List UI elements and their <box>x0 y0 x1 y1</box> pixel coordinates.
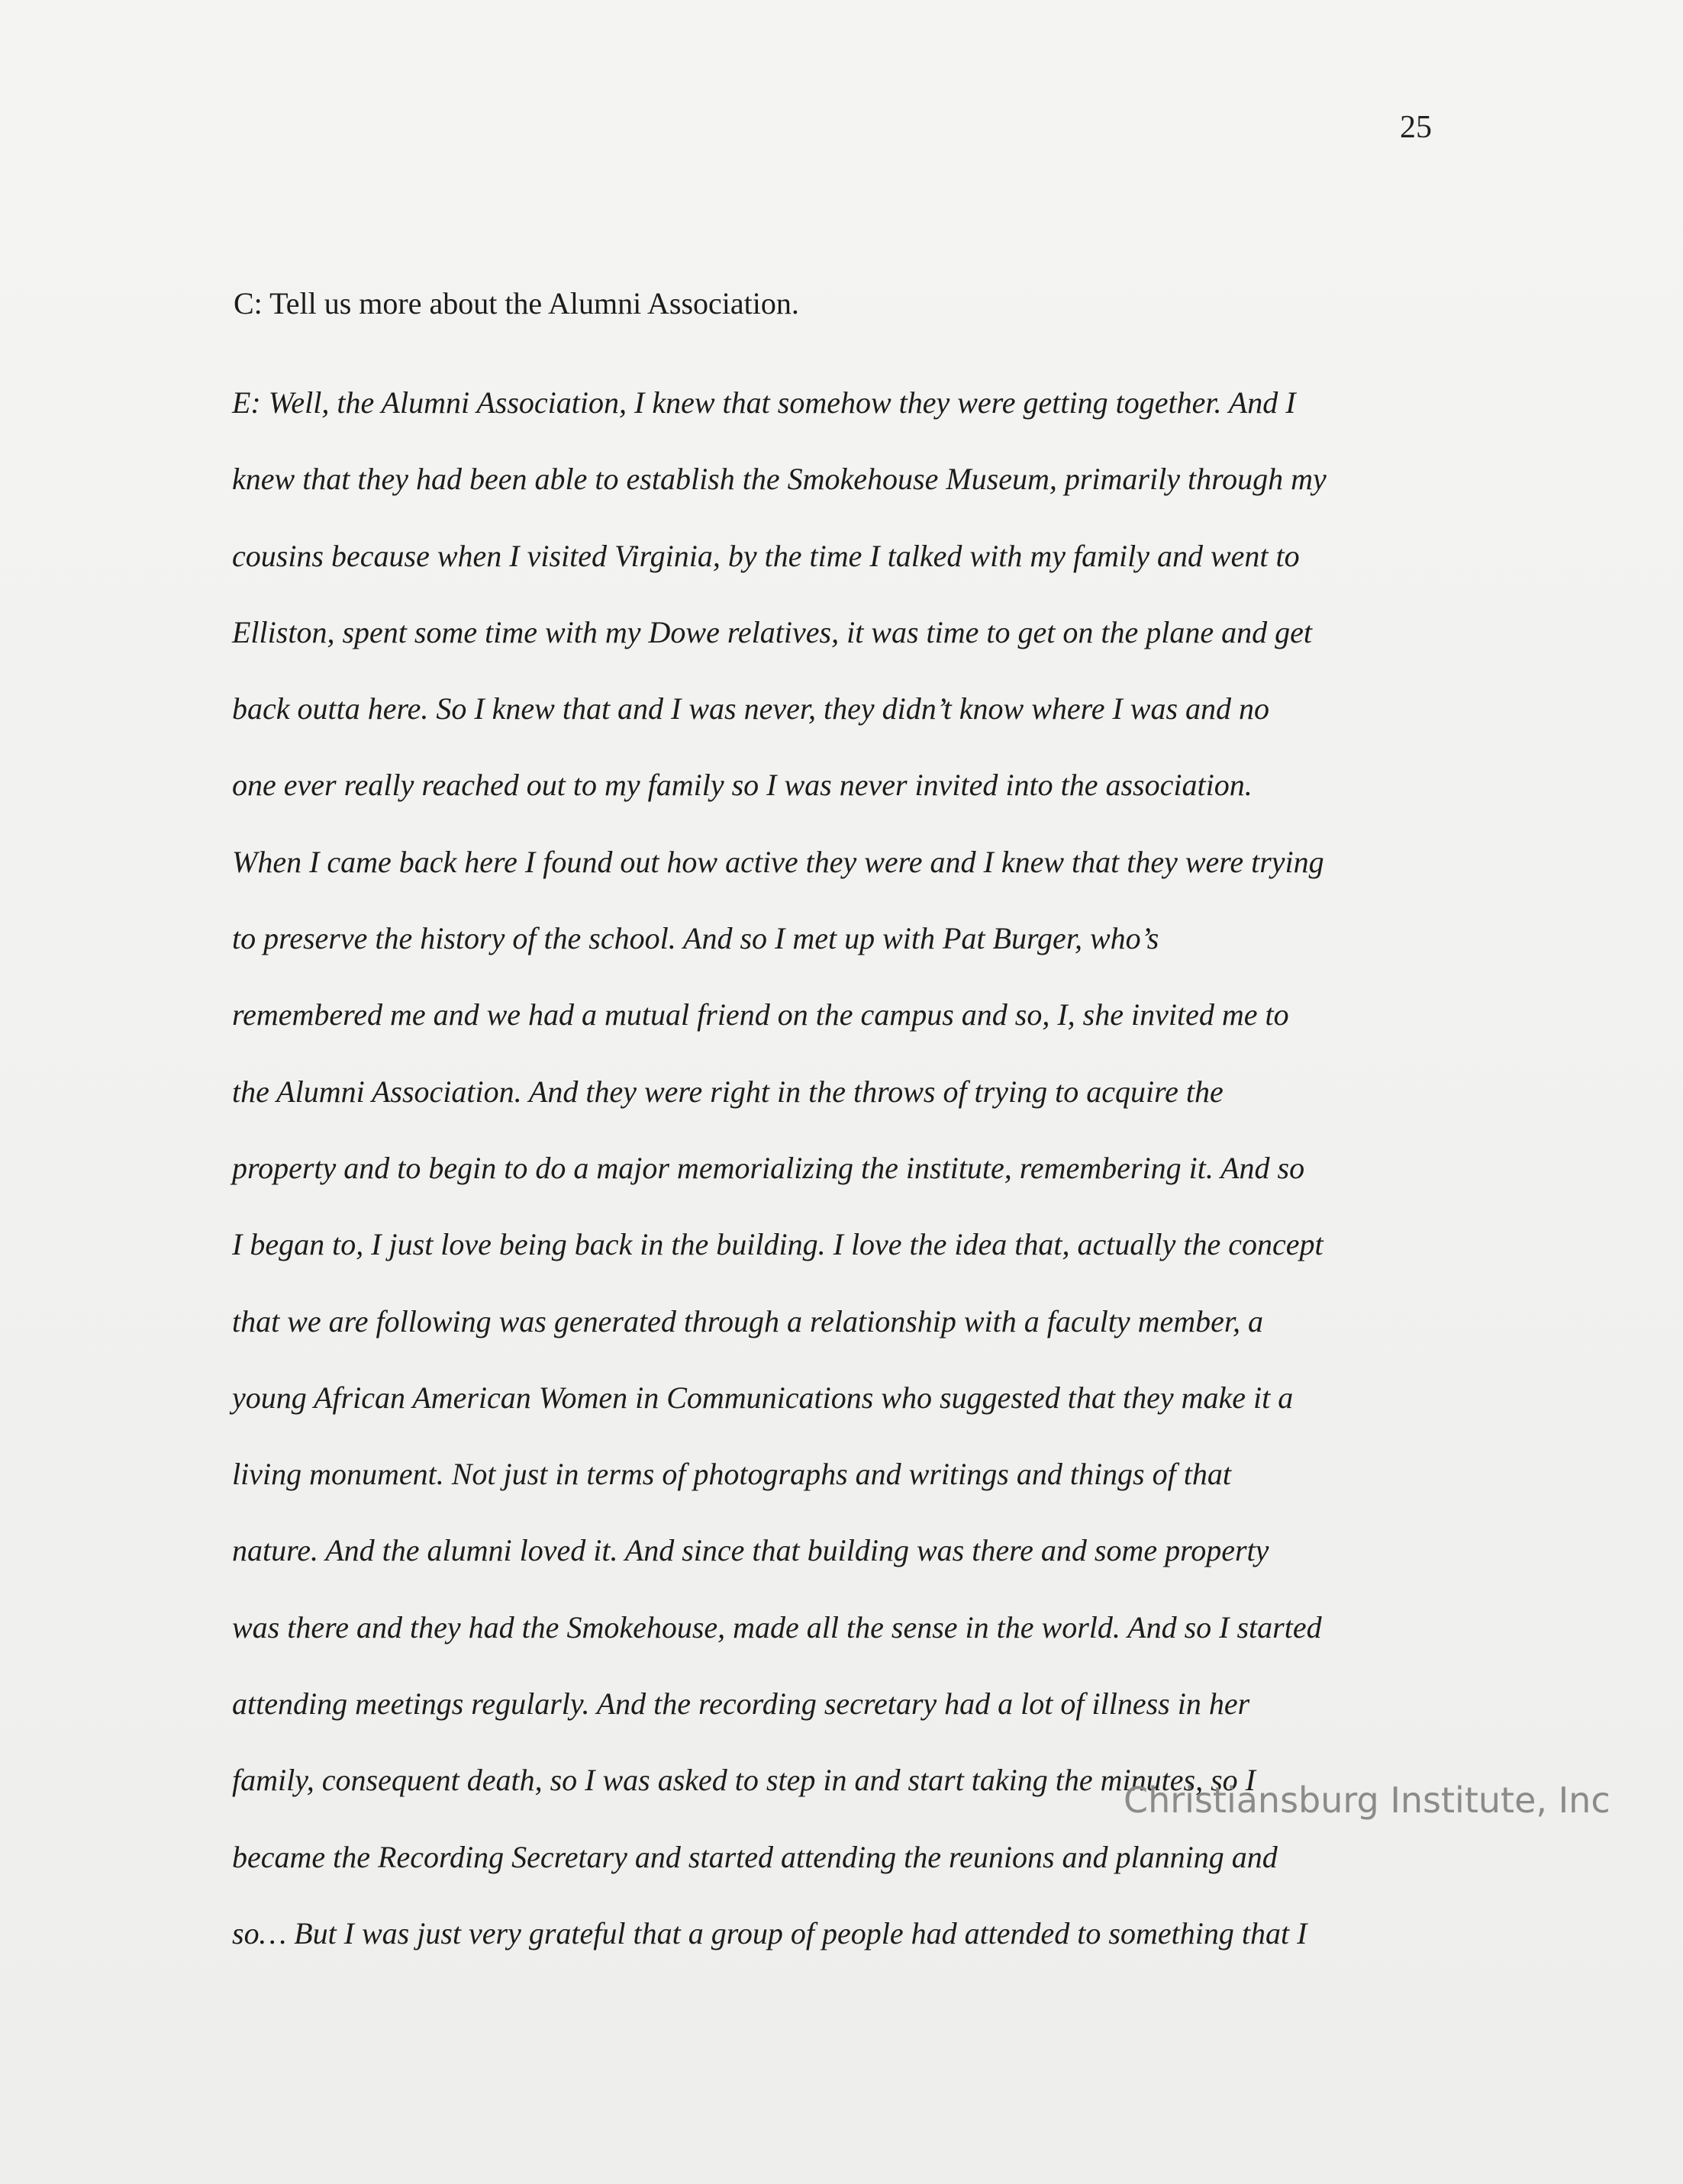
answer-line: to preserve the history of the school. And so I met up with Pat Burger, who’s <box>232 921 1159 956</box>
answer-line: cousins because when I visited Virginia, by the time I talked with my family and went to <box>232 538 1300 573</box>
page-number: 25 <box>1400 110 1432 145</box>
answer-line: back outta here. So I knew that and I was never, they didn’t know where I was and no <box>232 691 1270 726</box>
answer-line: became the Recording Secretary and started attending the reunions and planning and <box>232 1839 1278 1874</box>
answer-line: so… But I was just very grateful that a group of people had attended to something that I <box>232 1915 1307 1950</box>
answer-line: one ever really reached out to my family so I was never invited into the association. <box>232 768 1253 803</box>
interviewee-answer <box>232 365 1327 1972</box>
answer-line: Elliston, spent some time with my Dowe relatives, it was time to get on the plane and get <box>232 614 1312 649</box>
answer-line: I began to, I just love being back in the building. I love the idea that, actually the concept <box>232 1227 1324 1262</box>
answer-line: nature. And the alumni loved it. And since that building was there and some property <box>232 1533 1269 1568</box>
watermark: Christiansburg Institute, Inc <box>1124 1780 1610 1821</box>
answer-line: family, consequent death, so I was asked to step in and start taking the minutes, so I <box>232 1763 1256 1798</box>
answer-line: property and to begin to do a major memorializing the institute, remembering it. And so <box>232 1150 1305 1185</box>
answer-line: was there and they had the Smokehouse, made all the sense in the world. And so I started <box>232 1609 1322 1644</box>
answer-line: young African American Women in Communications who suggested that they make it a <box>232 1380 1294 1415</box>
answer-line: E: Well, the Alumni Association, I knew that somehow they were getting together. And I <box>232 385 1296 420</box>
answer-line: living monument. Not just in terms of photographs and writings and things of that <box>232 1457 1231 1492</box>
answer-line: knew that they had been able to establish the Smokehouse Museum, primarily through my <box>232 462 1327 497</box>
answer-line: When I came back here I found out how active they were and I knew that they were trying <box>232 844 1324 879</box>
answer-line: remembered me and we had a mutual friend on the campus and so, I, she invited me to <box>232 997 1289 1032</box>
answer-line: attending meetings regularly. And the recording secretary had a lot of illness in her <box>232 1686 1250 1722</box>
interviewer-question: C: Tell us more about the Alumni Association. <box>234 286 799 321</box>
answer-line: that we are following was generated through a relationship with a faculty member, a <box>232 1303 1264 1338</box>
answer-line: the Alumni Association. And they were right in the throws of trying to acquire the <box>232 1074 1224 1109</box>
